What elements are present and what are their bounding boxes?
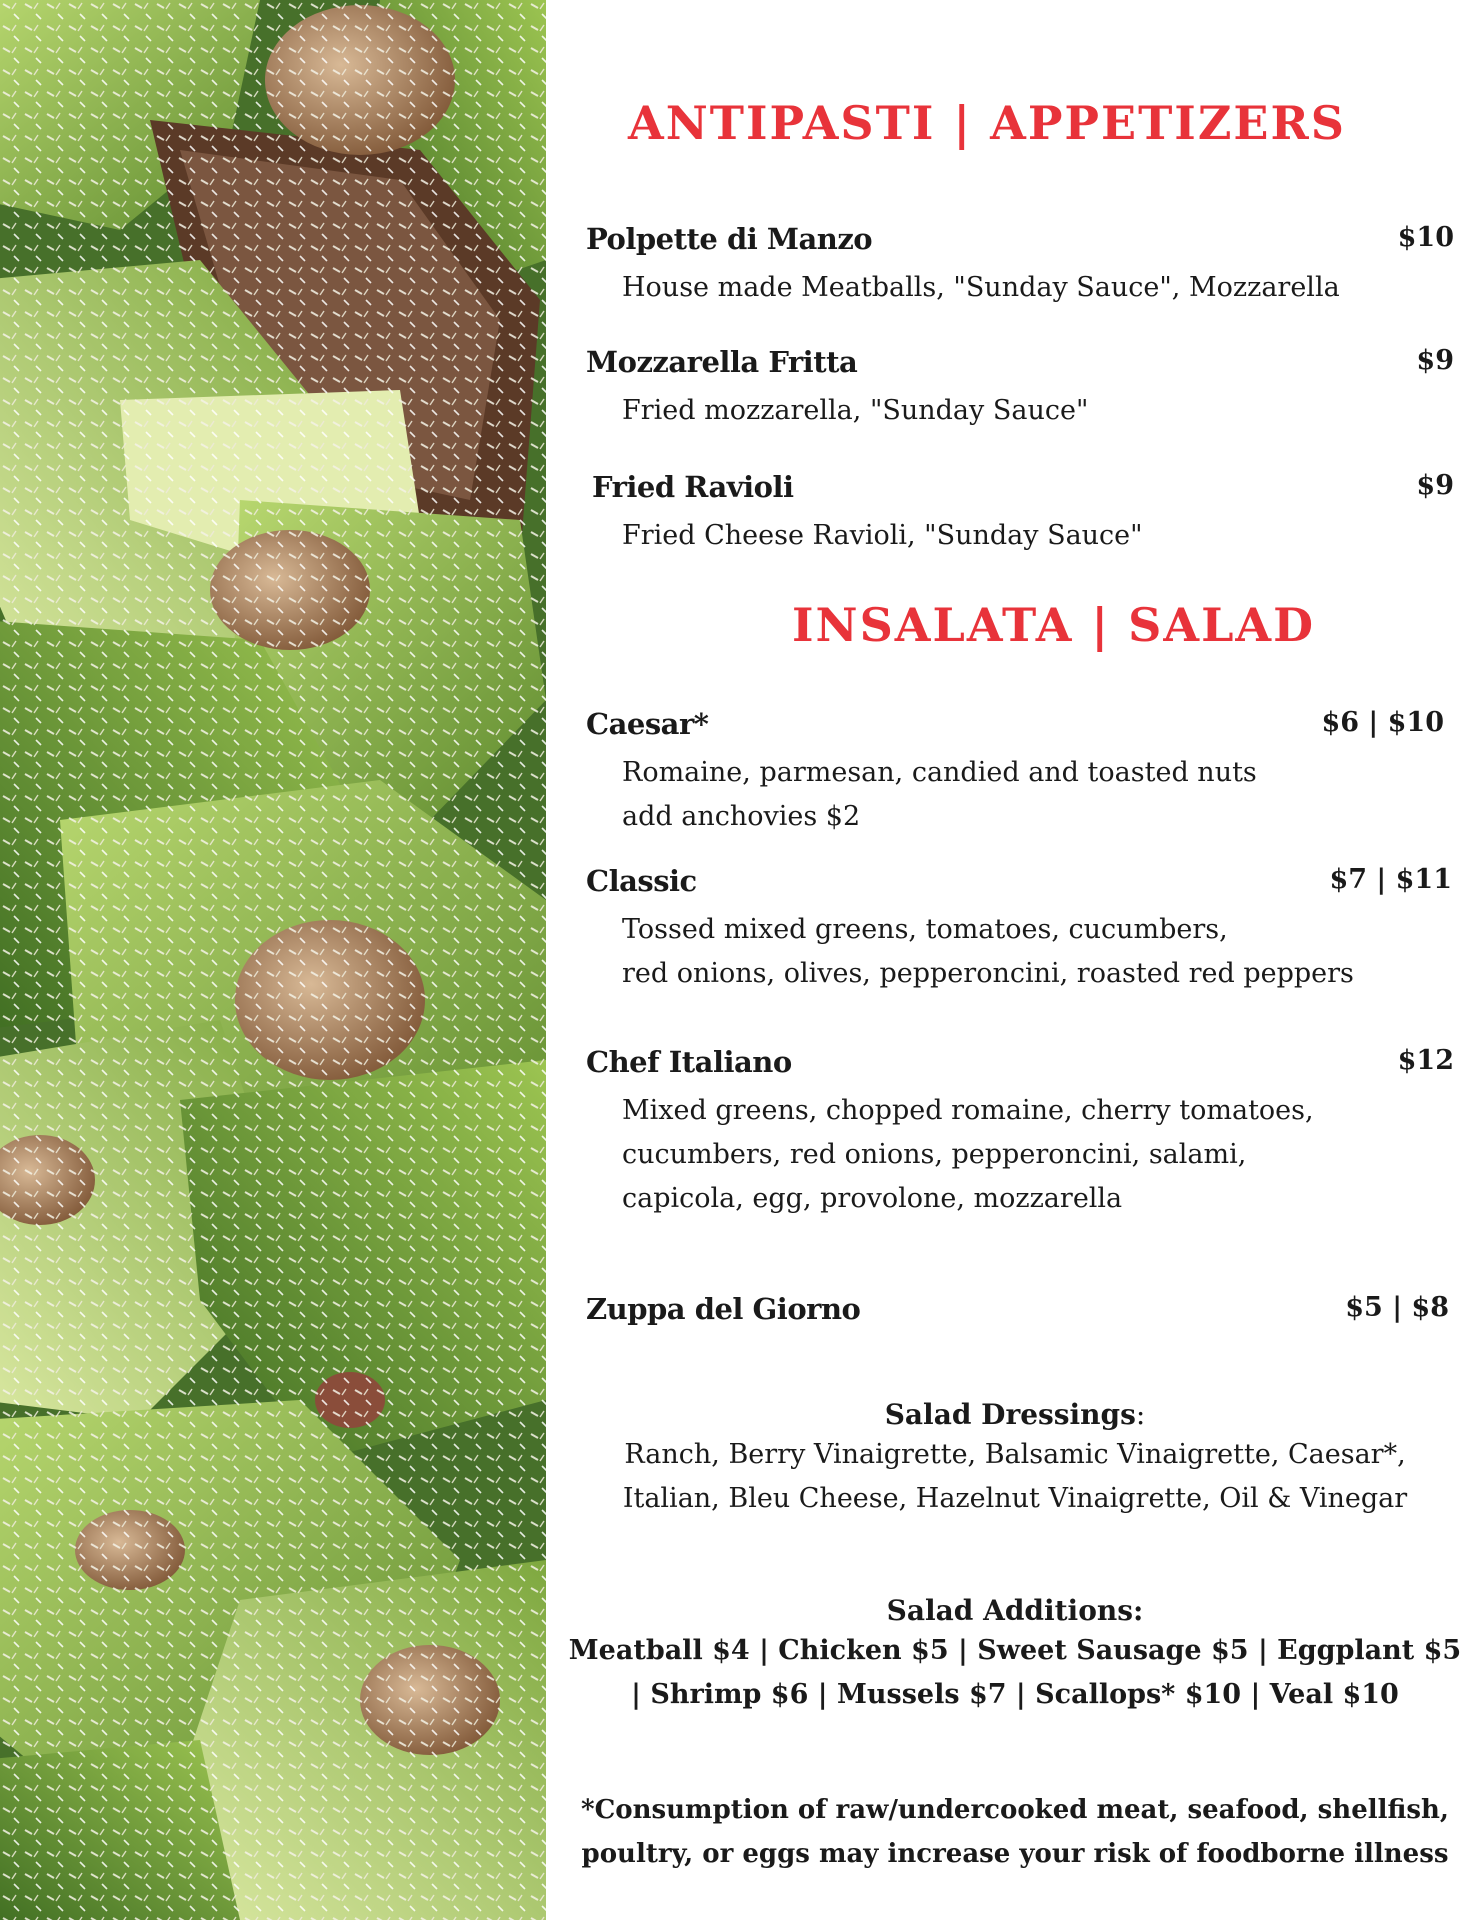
description-line: Tossed mixed greens, tomatoes, cucumbers, [622,914,1228,945]
dressings-line: Ranch, Berry Vinaigrette, Balsamic Vinaigrette, Caesar*, [624,1439,1406,1470]
item-description: Fried mozzarella, "Sunday Sauce" [622,395,1089,426]
item-description: House made Meatballs, "Sunday Sauce", Mozzarella [622,272,1340,303]
disclaimer-line: *Consumption of raw/undercooked meat, seafood, shellfish, [580,1795,1449,1825]
description-line: capicola, egg, provolone, mozzarella [622,1183,1123,1214]
item-price: $10 [1397,222,1454,253]
item-price: $7 | $11 [1329,864,1452,895]
description-line: Mixed greens, chopped romaine, cherry tomatoes, [622,1095,1314,1126]
disclaimer-line: poultry, or eggs may increase your risk of foodborne illness [581,1839,1449,1869]
foodborne-disclaimer [546,1788,1484,1876]
dressings-title [546,1398,1484,1431]
salad-dressings [546,1398,1484,1521]
salad-photo [0,0,546,1920]
dressings-title-colon: : [1135,1398,1146,1431]
item-name: Fried Ravioli [592,470,794,504]
menu-item-mozzarella-fritta [586,345,1454,433]
description-line: Romaine, parmesan, candied and toasted nuts [622,757,1257,788]
item-name: Zuppa del Giorno [586,1292,861,1326]
menu-item-chef-italiano [586,1045,1454,1221]
item-description [622,908,1454,996]
item-name: Chef Italiano [586,1045,792,1079]
item-name: Mozzarella Fritta [586,345,858,379]
description-line: add anchovies $2 [622,801,861,832]
item-description [622,1089,1454,1221]
menu-panel [546,0,1484,1920]
dressings-line: Italian, Bleu Cheese, Hazelnut Vinaigrette, Oil & Vinegar [622,1483,1408,1514]
menu-item-fried-ravioli [586,470,1454,558]
item-price: $6 | $10 [1321,707,1444,738]
menu-item-classic [586,864,1454,996]
item-price: $12 [1397,1045,1454,1076]
description-line: red onions, olives, pepperoncini, roasted red peppers [622,958,1354,989]
additions-title: Salad Additions: [886,1594,1144,1627]
item-description: Fried Cheese Ravioli, "Sunday Sauce" [622,520,1143,551]
menu-item-caesar [586,707,1454,839]
item-name: Polpette di Manzo [586,222,873,256]
menu-item-zuppa [586,1292,1454,1332]
item-price: $9 [1416,345,1454,376]
item-description [622,751,1454,839]
appetizers-heading: ANTIPASTI | APPETIZERS [628,96,1346,150]
salad-heading: INSALATA | SALAD [792,598,1315,652]
additions-line: | Shrimp $6 | Mussels $7 | Scallops* $10 | Veal $10 [631,1679,1399,1710]
item-price: $9 [1416,470,1454,501]
menu-item-polpette [586,222,1454,310]
item-price: $5 | $8 [1345,1292,1449,1323]
description-line: cucumbers, red onions, pepperoncini, salami, [622,1139,1247,1170]
dressings-title-label: Salad Dressings [884,1398,1136,1431]
item-name: Caesar* [586,707,709,741]
additions-line: Meatball $4 | Chicken $5 | Sweet Sausage $5 | Eggplant $5 [568,1635,1462,1666]
item-name: Classic [586,864,697,898]
salad-additions [546,1594,1484,1717]
